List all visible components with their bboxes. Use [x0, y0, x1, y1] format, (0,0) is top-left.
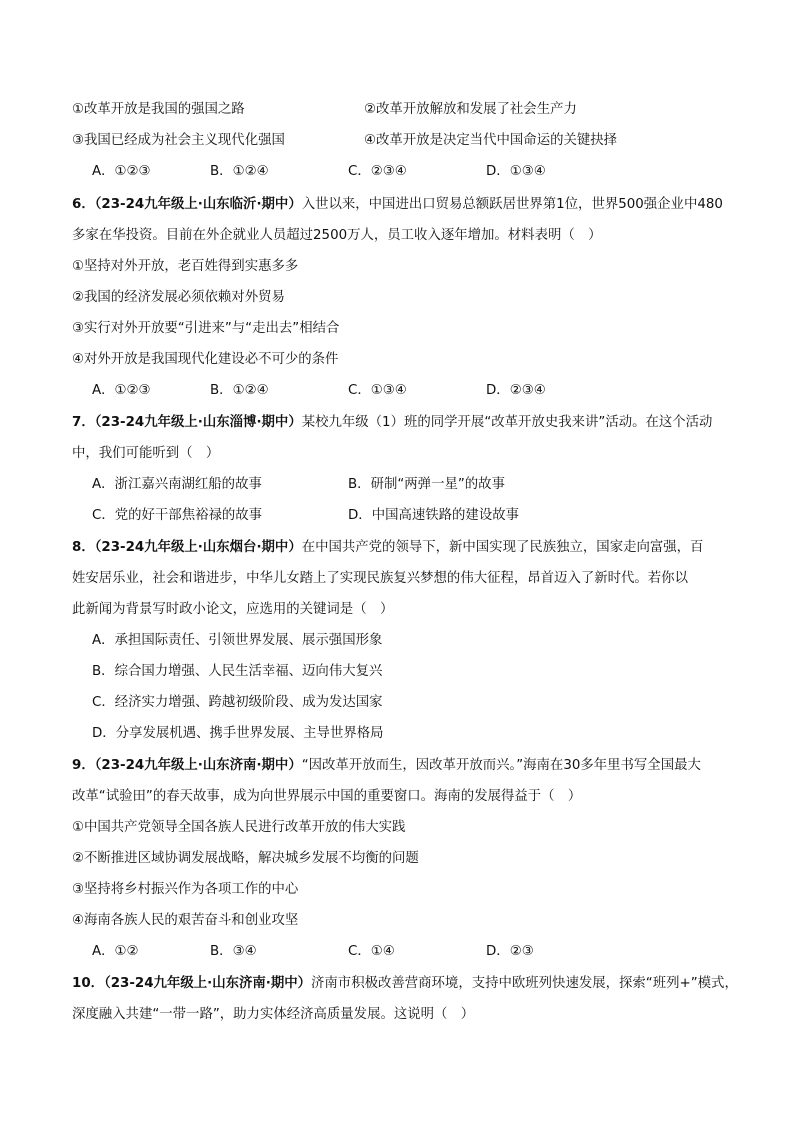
- q9-stem-line-1: [72, 756, 701, 776]
- q7-number: 7．: [72, 415, 95, 430]
- q7-source: （23-24九年级上·山东淄博·期中）: [94, 415, 302, 430]
- q6-stem-line-2: 多家在华投资。目前在外企就业人员超过2500万人，员工收入逐年增加。材料表明（ ）: [72, 228, 602, 243]
- q9-statement-3: ③坚持将乡村振兴作为各项工作的中心: [72, 882, 299, 897]
- q6-stem-line-1: [72, 195, 723, 215]
- q5-statement-4: ④改革开放是决定当代中国命运的关键抉择: [364, 133, 618, 148]
- q6-option-b[interactable]: B．①②④: [210, 383, 269, 398]
- q9-stem-line-2: 改革“试验田”的春天故事，成为向世界展示中国的重要窗口。海南的发展得益于（ ）: [72, 789, 582, 804]
- q9-source: （23-24九年级上·山东济南·期中）: [94, 758, 302, 773]
- q5-option-c[interactable]: C．②③④: [348, 164, 407, 179]
- q6-source: （23-24九年级上·山东临沂·期中）: [94, 197, 302, 212]
- q9-statement-2: ②不断推进区域协调发展战略，解决城乡发展不均衡的问题: [72, 851, 419, 866]
- q5-option-a[interactable]: A．①②③: [92, 164, 151, 179]
- q9-statement-4: ④海南各族人民的艰苦奋斗和创业攻坚: [72, 913, 299, 928]
- q7-option-c[interactable]: C．党的好干部焦裕禄的故事: [92, 508, 263, 523]
- q5-statement-3: ③我国已经成为社会主义现代化强国: [72, 133, 285, 148]
- q8-stem-line-2: 姓安居乐业，社会和谐进步，中华儿女踏上了实现民族复兴梦想的伟大征程，昂首迈入了新时代。若你以: [72, 571, 688, 586]
- q8-stem-line-1: [72, 538, 703, 558]
- q9-option-c[interactable]: C．①④: [348, 944, 395, 959]
- q5-statement-2: ②改革开放解放和发展了社会生产力: [364, 102, 577, 117]
- q10-number: 10．: [72, 976, 105, 991]
- q10-source: （23-24九年级上·山东济南·期中）: [104, 976, 312, 991]
- q7-option-d[interactable]: D．中国高速铁路的建设故事: [348, 508, 519, 523]
- q6-number: 6．: [72, 197, 95, 212]
- q9-statement-1: ①中国共产党领导全国各族人民进行改革开放的伟大实践: [72, 820, 406, 835]
- q6-statement-4: ④对外开放是我国现代化建设必不可少的条件: [72, 352, 339, 367]
- q10-stem-line-1: [72, 974, 738, 994]
- q5-option-d[interactable]: D．①③④: [486, 164, 546, 179]
- q10-stem-text: 济南市积极改善营商环境，支持中欧班列快速发展，探索“班列+”模式，: [311, 976, 738, 991]
- q10-stem-line-2: 深度融入共建“一带一路”，助力实体经济高质量发展。这说明（ ）: [72, 1007, 475, 1022]
- q8-option-b[interactable]: B．综合国力增强、人民生活幸福、迈向伟大复兴: [92, 664, 383, 679]
- q5-option-b[interactable]: B．①②④: [210, 164, 269, 179]
- q9-stem-text: “因改革开放而生，因改革开放而兴。”海南在30多年里书写全国最大: [301, 758, 701, 773]
- q7-option-a[interactable]: A．浙江嘉兴南湖红船的故事: [92, 477, 262, 492]
- q9-option-b[interactable]: B．③④: [210, 944, 257, 959]
- q8-stem-text: 在中国共产党的领导下，新中国实现了民族独立，国家走向富强，百: [301, 540, 704, 555]
- q8-option-d[interactable]: D．分享发展机遇、携手世界发展、主导世界格局: [92, 726, 384, 741]
- q8-number: 8．: [72, 540, 95, 555]
- q6-option-c[interactable]: C．①③④: [348, 383, 407, 398]
- q7-stem-text: 某校九年级（1）班的同学开展“改革开放史我来讲”活动。在这个活动: [301, 415, 713, 430]
- q7-stem-line-1: [72, 413, 712, 433]
- q8-option-c[interactable]: C．经济实力增强、跨越初级阶段、成为发达国家: [92, 695, 383, 710]
- q8-stem-line-3: 此新闻为背景写时政小论文，应选用的关键词是（ ）: [72, 602, 394, 617]
- q9-number: 9．: [72, 758, 95, 773]
- q7-stem-line-2: 中，我们可能听到（ ）: [72, 446, 220, 461]
- q9-option-a[interactable]: A．①②: [92, 944, 139, 959]
- q5-statement-1: ①改革开放是我国的强国之路: [72, 102, 245, 117]
- q6-option-d[interactable]: D．②③④: [486, 383, 546, 398]
- q6-option-a[interactable]: A．①②③: [92, 383, 151, 398]
- q8-option-a[interactable]: A．承担国际责任、引领世界发展、展示强国形象: [92, 633, 383, 648]
- q6-statement-2: ②我国的经济发展必须依赖对外贸易: [72, 290, 285, 305]
- q9-option-d[interactable]: D．②③: [486, 944, 534, 959]
- q6-stem-text: 入世以来，中国进出口贸易总额跃居世界第1位，世界500强企业中480: [301, 197, 723, 212]
- q6-statement-3: ③实行对外开放要“引进来”与“走出去”相结合: [72, 321, 340, 336]
- q8-source: （23-24九年级上·山东烟台·期中）: [94, 540, 302, 555]
- q7-option-b[interactable]: B．研制“两弹一星”的故事: [348, 477, 505, 492]
- q6-statement-1: ①坚持对外开放，老百姓得到实惠多多: [72, 259, 299, 274]
